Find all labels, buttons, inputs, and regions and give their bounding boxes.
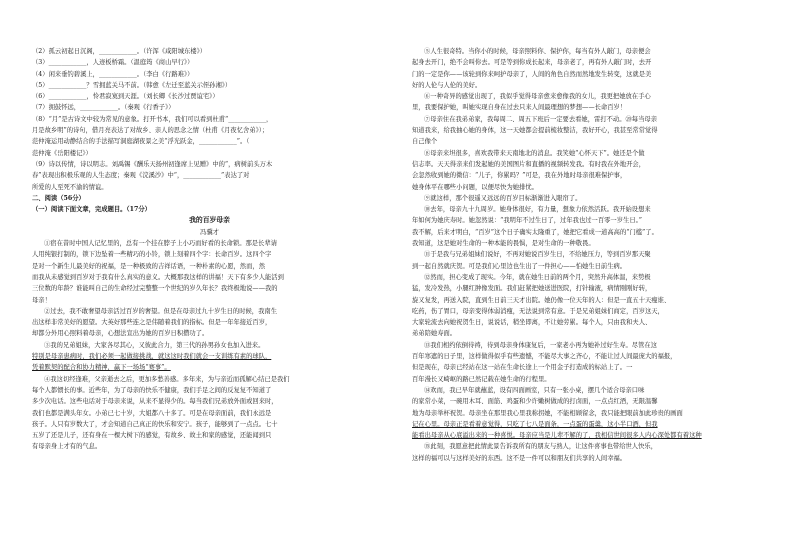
text-line [412,317,766,328]
text-line [412,362,766,373]
answer-blank[interactable]: ____________ [48,93,87,101]
line-text: （5） [32,81,49,89]
text-line [412,430,766,441]
line-text: 二、阅读（56分） [32,194,85,202]
text-line [32,317,387,328]
text-line [412,419,766,430]
line-text: （一）阅读下面文章，完成题目。（17分） [32,206,151,214]
line-text: 出这样非常美好的愿望。大英好那些连之是伟随着我们的指标。但是一年年接近百岁， [32,319,272,327]
line-text: 猛，发冷发热，小腿红肿像发面。我们赶紧把她送进医院，打针输液，病情刚刚好转， [412,285,652,293]
line-text: ⑩去年，母亲九十九周岁。她身体很好，有力量，想象力依然活跃。我开始设想来 [424,206,651,214]
text-line [32,159,387,170]
line-text: 自己像个 [412,138,438,146]
text-line [412,396,766,407]
text-line [32,102,387,113]
line-text: ⑦母亲住在我弟弟家，我每周二、周五下班后一定要去看她，雷打不动。⑳每当母亲 [424,115,657,123]
line-text: 百年漫长又崎岖的路已然记载在她生命的行程里。 [412,375,551,383]
text-line [412,272,766,283]
answer-blank[interactable]: ____________ [48,81,87,89]
text-line [412,136,766,147]
text-line [412,125,766,136]
line-text: ，人迹板桥霜。（温庭筠《商山早行》） [86,59,194,67]
line-text: （8）“月”是古诗文中较为常见的意象。打开书本，我们可以看到杜甫“____________， [32,115,273,123]
text-line [32,396,387,407]
text-line [412,57,766,68]
text-line [412,193,766,204]
line-text: 弟弟陪她寿面。 [412,330,457,338]
text-line [32,295,387,306]
line-text: 百年寒遮的日子里，这样做得似乎有些遗憾，不能尽大事之齐心，不能让过人间最庞大的福报， [412,353,677,361]
text-line [32,261,387,272]
line-text: 的家常小菜，一碗用木耳、面筋、鸡蛋和少许嫩树做成的打卤面，一点点红酒，无限温馨 [412,398,658,406]
line-text: ？雪拥蓝关马不前。（韩愈《左迁至蓝关示侄孙湘》） [86,81,232,89]
text-line [32,170,387,181]
text-line [32,46,387,57]
text-line [412,328,766,339]
line-text: ⑬我们相约依倒待祷，待到母亲身体康复后，一家老小再为她补过好生寿。尽管在这 [424,341,657,349]
line-text: ⑭欢而，我已早年就蘸蓝，设有四面画室，只有一张小桌，摆几个适合母亲口味 [424,386,645,394]
line-text: 吃药，伤了胃口，母亲变得体弱消瘦，无法说到常有意。于是兄弟姐妹们商定，百岁这天， [412,307,664,315]
answer-blank[interactable]: ____________ [48,59,87,67]
line-text: 而我从未感觉到百岁对于我有什么真实的意义。大概那我这样的讲福！天下有多少人能活到 [32,273,284,281]
line-text: 冯骥才 [200,228,219,236]
line-text: 会忽然收到她的微信：“儿子，你累吗？”可是，我在外地时母亲很难保护事， [412,172,627,180]
text-line [412,159,766,170]
text-line [32,419,387,430]
text-line [412,182,766,193]
text-line [32,114,387,125]
line-text: （4）闲来垂钓碧溪上， [32,70,99,78]
text-line [32,215,387,226]
line-text: 我的百岁母亲 [189,216,230,225]
line-text: 记在心里。母亲正是看着意觉得，只吃了七八是面条，一点蛋的蛋羹，这小半口酒，但我 [412,420,658,428]
line-text: （7）拥鼓怀远， [32,104,81,112]
text-line [412,69,766,80]
line-text: 范仲淹运用动静结合的手法描写洞庭湖夜景之美“浮光跃金，____________”。（ [32,138,250,146]
text-line [32,306,387,317]
text-line [32,204,387,215]
line-text: 月是故乡明”的诗句，借月亮表达了对故乡、亲人的思念之情（杜甫《月夜忆舍弟》）； [32,127,269,135]
text-line [412,283,766,294]
right-column [412,46,766,464]
line-text: 这样的福可以与这样美好的东西。这不是一件可以和朋友们共享的人间幸福。 [412,454,627,462]
line-text: 每个人都惯长的事。近些年，为了母亲的快乐不健康，我们手足之间的反复复不知道了 [32,386,272,394]
line-text: ②过去，我不敢奢望母亲活过百岁的奢望。但是在母亲过九十岁生日的时候，我南生 [44,307,277,315]
text-line [32,351,387,362]
line-text: 到一起自然就庆贺。可是我们心里边也生出了一件担心——怕她生日前生病。 [412,262,627,270]
line-text: 我知道，这是她对生命的一种本能的畏惧，是对生命的一种敬畏。 [412,240,595,248]
text-line [32,238,387,249]
text-line [32,283,387,294]
answer-blank[interactable]: ____________。 [98,48,144,55]
line-text: ⑥一种奇异的感觉出现了，我似乎觉得母亲愈来愈像我的女儿，我更把她放在手心 [424,93,651,101]
line-text: （6） [32,93,49,101]
text-line [412,148,766,159]
text-line [412,170,766,181]
line-text: 好的人伦与人伦的美好。 [412,81,482,89]
line-text: 有母亲身上才有的气息。 [32,443,102,451]
text-line [412,204,766,215]
text-line [32,69,387,80]
text-line [32,362,387,373]
text-line [412,340,766,351]
line-text: 孩子。人只有岁数大了，才会知道自己真正的快乐和安宁。孩子，能够到了一点点。七十 [32,420,278,428]
text-line [32,340,387,351]
line-text: （许浑《咸阳城东楼》） [143,48,207,55]
text-line [32,136,387,147]
text-line [32,148,387,159]
text-line [32,91,387,102]
text-line [412,374,766,385]
text-line [412,306,766,317]
line-text: ③我的兄弟姐妹，大家各尽其心，又彼此合力，第三代的孙男孙女也加入进来。 [44,341,265,349]
line-text: ⑮此刻，我愿意把此情此景告诉我所有的朋友与熟人，让这件喜事也带给世人快乐， [424,443,657,451]
text-line [32,193,387,204]
line-text: 是对一个新生儿最美好的祝福，是一种极致的吉祥话语，一种朴素的心愿，然而，然 [32,262,265,270]
line-text: 我不解，后来才明白，“百岁”这个日子确实太隆重了，她把它看成一道高高的“门槛”了。 [412,228,658,236]
text-line [32,80,387,91]
line-text: 多少次电话。这些电话对于母亲来说，从来不显得少的。每当我们兄弟放外面或回来时， [32,398,278,406]
text-line [412,351,766,362]
text-line [412,227,766,238]
text-line [32,182,387,193]
line-text: （9）诗以传情，诗以明志。刘禹锡《酬乐天扬州初逢席上见赠》中的“，病树前头万木 [32,160,273,168]
line-text: 五岁了还是儿子，还有身在一棵大树下的感觉，有故乡、故土和家的感觉，还能闻到只 [32,432,272,440]
line-text: 信志率。天天得亲来们发起她的美国图片和直播的视频转发我。有时我在外地开会， [412,160,645,168]
text-line [412,80,766,91]
line-text: 我们也都是满头年女。小弟已七十岁，大姐都八十多了。可是在母亲面前，我们永远是 [32,409,272,417]
line-text: 春”表现出积极乐观的人生态度；秦观《浣溪沙》中“，____________”表达了对 [32,172,250,180]
text-line [412,102,766,113]
text-line [412,295,766,306]
text-line [412,408,766,419]
text-line [32,272,387,283]
text-line [412,46,766,57]
text-line [32,57,387,68]
line-text: 她身体平在哪些小问题，以便尽快为她排忧。 [412,183,538,191]
text-line [32,227,387,238]
line-text: ⑤人生很奇特。当你小的时候，母亲照料你、保护你，每当有外人敲门，母亲便会 [424,48,651,55]
line-text: 能看出母亲从心底溢出来的一种喜悦。母亲应当是儿辈不解的了，我相信世间很多人内心深处都有着这种 [412,432,702,440]
line-text: ，怜君寂寞到天涯。（刘长卿《长沙过贾谊宅》） [86,93,219,101]
text-line [412,453,766,464]
line-text: 却都分外用心照料着母亲，心想法宣出为她的百岁日积攒功了。 [32,330,209,338]
text-line [32,328,387,339]
line-text: 所爱的人至死不渝的情谊。 [32,183,108,191]
text-line [412,215,766,226]
answer-blank[interactable]: ____________。（李白《行路难》） [98,70,194,78]
line-text: 旋又复发，再送入院，直到生日前三天才出院。她仍像一位天年的人：但是一直五十天瘦谁、 [412,296,671,304]
text-line [412,385,766,396]
text-line [412,114,766,125]
answer-blank[interactable]: ____________ [80,104,118,112]
text-line [412,441,766,452]
text-line [32,430,387,441]
line-text: ④我这切经逢难，父亲逝去之后，更加多愁善感。多年来，为与亲近而孤解心结已是我们 [44,375,290,383]
text-line [412,261,766,272]
line-text: 起身去开门，绝不会叫你去。可是等到你成长起来，母亲老了，再有外人敲门时，去开 [412,59,652,67]
text-line [32,249,387,260]
line-text: （2）孤云初起日沉阁， [32,48,99,55]
line-text: （3） [32,59,49,67]
line-text: 。（秦观《行香子》） [117,104,175,112]
line-text: ⑫然而，担心变成了现实。今年，就在她生日前的两个月，突然升高体温，来势极 [424,273,651,281]
line-text: 特别是母亲患病时，我们必须一起做接挑战，就这这时我们就会一支训练有素的球队， [32,353,272,361]
text-line [412,238,766,249]
line-text: 地为母亲举杯祝贺。母亲坐在那里我心里我称拐她，不能相顾留念，我只能把眼前加此珍贵的画面 [412,409,683,417]
line-text: 凭着默契的配合和协力精神，赢下一场场“赛事”。 [32,364,171,372]
line-text: 年如何为她庆寿时。她忽然说：“我明年不过生日了，过年我也过一百零一岁生日。” [412,217,642,225]
line-text: 范仲淹《岳阳楼记》） [32,149,92,157]
line-text: 门的一定是你——该轮到你来呵护母亲了，人间的角色自然而然地发生转变，这就是美 [412,70,652,78]
text-line [32,408,387,419]
line-text: 知道我来，给我抽心她的身体，这一天她都会提前梳妆整洁，我好开心，我甚至常常觉得 [412,127,658,135]
text-line [412,91,766,102]
text-line [32,385,387,396]
left-column [32,46,387,453]
line-text: ⑪于是我与兄弟姐妹们说好，不再对她说百岁生日，不给她压力，等到百岁那天聚 [424,251,651,259]
line-text: 母亲！ [32,296,51,304]
line-text: 人用纯银打制的，锁下边坠着一些精巧的小铃，锁上刻着四个字：长命百岁。这四个字 [32,251,272,259]
text-line [412,249,766,260]
line-text: ⑨就这样，那个很遥又远远的百岁目标渐渐进入眼帘了。 [424,194,582,202]
line-text: 大家轮流去向她祝贺生日，说说话，稍坐即离，不让她劳累。每个人，只由我和夫人、 [412,319,652,327]
line-text: ⑧母亲来坦很多，喜欢我带来天南地北的消息。我笑她“心怀天下”。她还是个做 [424,149,645,157]
line-text: 里，我要保护她，叫她实现自身在过去只来人间最理想的梦想——长命百岁！ [412,104,627,112]
text-line [32,441,387,452]
text-line [32,374,387,385]
line-text: 但是现在，母亲已经站在这一站在生命长途上一个用金子打造成的标站上了。一 [412,364,633,372]
line-text: 三位数的年龄？谁能叫自己的生命经过完整整一个世纪的岁久年长？我终极地说——我的 [32,285,278,293]
line-text: ①宿在昔时中国人记忆里的，总有一个挂在脖子上小巧而好看的长命锁。那是长辈请 [44,240,277,248]
text-line [32,125,387,136]
